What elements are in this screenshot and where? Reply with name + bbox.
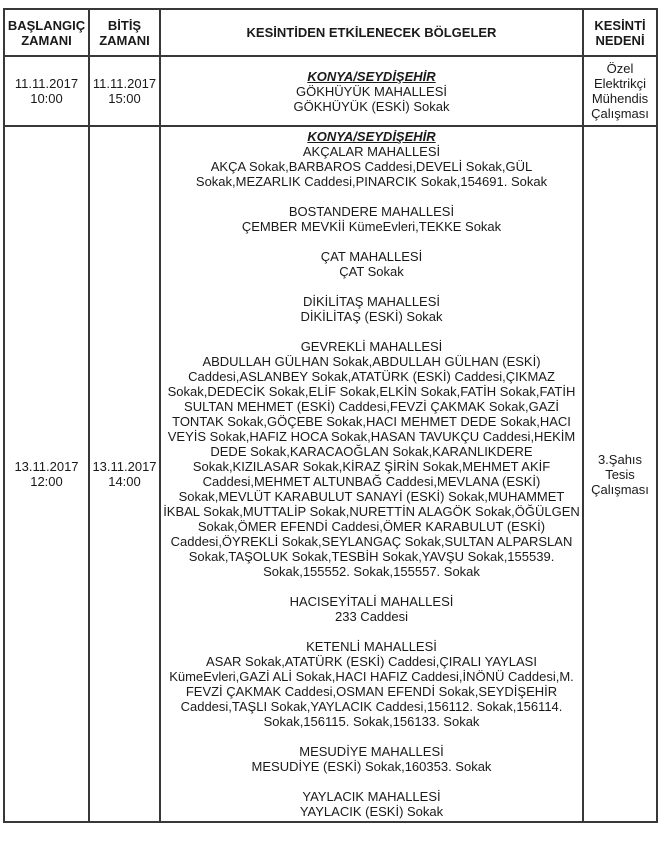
outage-reason-cell: Özel Elektrikçi Mühendis Çalışması	[583, 56, 657, 126]
street-list: ÇEMBER MEVKİİ KümeEvleri,TEKKE Sokak	[241, 219, 502, 234]
street-list: DİKİLİTAŞ (ESKİ) Sokak	[300, 309, 443, 324]
col-header-start-time: BAŞLANGIÇ ZAMANI	[4, 9, 89, 56]
neighborhood-block	[163, 594, 580, 624]
street-list: 233 Caddesi	[335, 609, 408, 624]
neighborhood-name: GÖKHÜYÜK MAHALLESİ	[296, 83, 447, 99]
neighborhood-name: DİKİLİTAŞ MAHALLESİ	[302, 294, 441, 309]
neighborhood-block	[163, 789, 580, 819]
street-list: AKÇA Sokak,BARBAROS Caddesi,DEVELİ Sokak,GÜL Sokak,MEZARLIK Caddesi,PINARCIK Sokak,154691. Sokak	[195, 159, 548, 189]
street-list: ABDULLAH GÜLHAN Sokak,ABDULLAH GÜLHAN (ESKİ) Caddesi,ASLANBEY Sokak,ATATÜRK (ESKİ) Caddesi,ÇIKMAZ Sokak,DEDECİK Sokak,ELİF Sokak,ELKİN Sokak,FATİH Sokak,FATİH SULTAN MEHMET (ESKİ) Caddesi,FEVZİ ÇAKMAK Sokak,GAZİ TONTAK Sokak,GÖÇEBE Sokak,HACI MEHMET DEDE Sokak,HACI VEYİS Sokak,HAFIZ HOCA Sokak,HASAN TAVUKÇU Caddesi,HEKİM DEDE Sokak,KARACAOĞLAN Sokak,KARANLIKDERE Sokak,KIZILASAR Sokak,KİRAZ ŞİRİN Sokak,MEHMET AKİF Caddesi,MEHMET ALTUNBAĞ Caddesi,MEVLANA (ESKİ) Sokak,MEVLÜT KARABULUT SANAYİ (ESKİ) Sokak,MUHAMMET İKBAL Sokak,MUTTALİP Sokak,NURETTİN ALAGÖK Sokak,ÖĞÜLGEN Sokak,ÖMER EFENDİ Caddesi,ÖMER KARABULUT (ESKİ) Caddesi,ÖYREKLİ Sokak,SEYLANGAÇ Sokak,SULTAN ALPARSLAN Sokak,TAŞOLUK Sokak,TESBİH Sokak,YAVŞU Sokak,155539. Sokak,155552. Sokak,155557. Sokak	[163, 354, 580, 579]
end-time: 14:00	[108, 474, 141, 489]
start-date: 13.11.2017	[14, 459, 79, 474]
table-row	[4, 126, 657, 822]
neighborhood-name: YAYLACIK MAHALLESİ	[302, 789, 441, 804]
neighborhood-name: AKÇALAR MAHALLESİ	[302, 144, 441, 159]
end-time-cell	[89, 126, 160, 822]
street-list: MESUDİYE (ESKİ) Sokak,160353. Sokak	[251, 759, 492, 774]
end-time-cell	[89, 56, 160, 126]
start-time: 12:00	[30, 474, 63, 489]
neighborhood-name: MESUDİYE MAHALLESİ	[299, 744, 444, 759]
street-list: ASAR Sokak,ATATÜRK (ESKİ) Caddesi,ÇIRALI YAYLASI KümeEvleri,GAZİ ALİ Sokak,HACI HAFIZ Caddesi,İNÖNÜ Caddesi,M. FEVZİ ÇAKMAK Caddesi,OSMAN EFENDİ Sokak,SEYDİŞEHİR Caddesi,TAŞLI Sokak,YAYLACIK Caddesi,156112. Sokak,156114. Sokak,156115. Sokak,156133. Sokak	[169, 654, 574, 729]
district-label: KONYA/SEYDİŞEHİR	[307, 68, 436, 84]
neighborhood-block	[163, 204, 580, 234]
col-header-end-time: BİTİŞ ZAMANI	[89, 9, 160, 56]
start-time: 10:00	[30, 91, 63, 106]
affected-regions-cell	[160, 56, 583, 126]
neighborhood-name: GEVREKLİ MAHALLESİ	[300, 339, 443, 354]
neighborhood-name: HACISEYİTALİ MAHALLESİ	[289, 594, 454, 609]
neighborhood-block	[163, 339, 580, 579]
outage-table	[3, 8, 658, 823]
table-header-row	[4, 9, 657, 56]
neighborhood-block	[163, 249, 580, 279]
neighborhood-name: BOSTANDERE MAHALLESİ	[288, 204, 455, 219]
neighborhood-name: KETENLİ MAHALLESİ	[306, 639, 437, 654]
outage-reason-cell: 3.Şahıs Tesis Çalışması	[583, 126, 657, 822]
start-time-cell	[4, 126, 89, 822]
neighborhood-block	[163, 639, 580, 729]
col-header-affected-regions: KESİNTİDEN ETKİLENECEK BÖLGELER	[160, 9, 583, 56]
street-list: ÇAT Sokak	[339, 264, 404, 279]
table-row	[4, 56, 657, 126]
street-list: GÖKHÜYÜK (ESKİ) Sokak	[293, 98, 450, 114]
start-date: 11.11.2017	[14, 76, 79, 91]
col-header-outage-reason: KESİNTİ NEDENİ	[583, 9, 657, 56]
neighborhood-name: ÇAT MAHALLESİ	[320, 249, 423, 264]
end-date: 11.11.2017	[92, 76, 157, 91]
affected-regions-cell	[160, 126, 583, 822]
neighborhood-block	[163, 744, 580, 774]
end-date: 13.11.2017	[92, 459, 157, 474]
start-time-cell	[4, 56, 89, 126]
neighborhood-block	[163, 84, 580, 114]
neighborhood-block	[163, 294, 580, 324]
neighborhood-block	[163, 144, 580, 189]
end-time: 15:00	[108, 91, 141, 106]
street-list: YAYLACIK (ESKİ) Sokak	[299, 804, 444, 819]
district-label: KONYA/SEYDİŞEHİR	[307, 129, 436, 144]
